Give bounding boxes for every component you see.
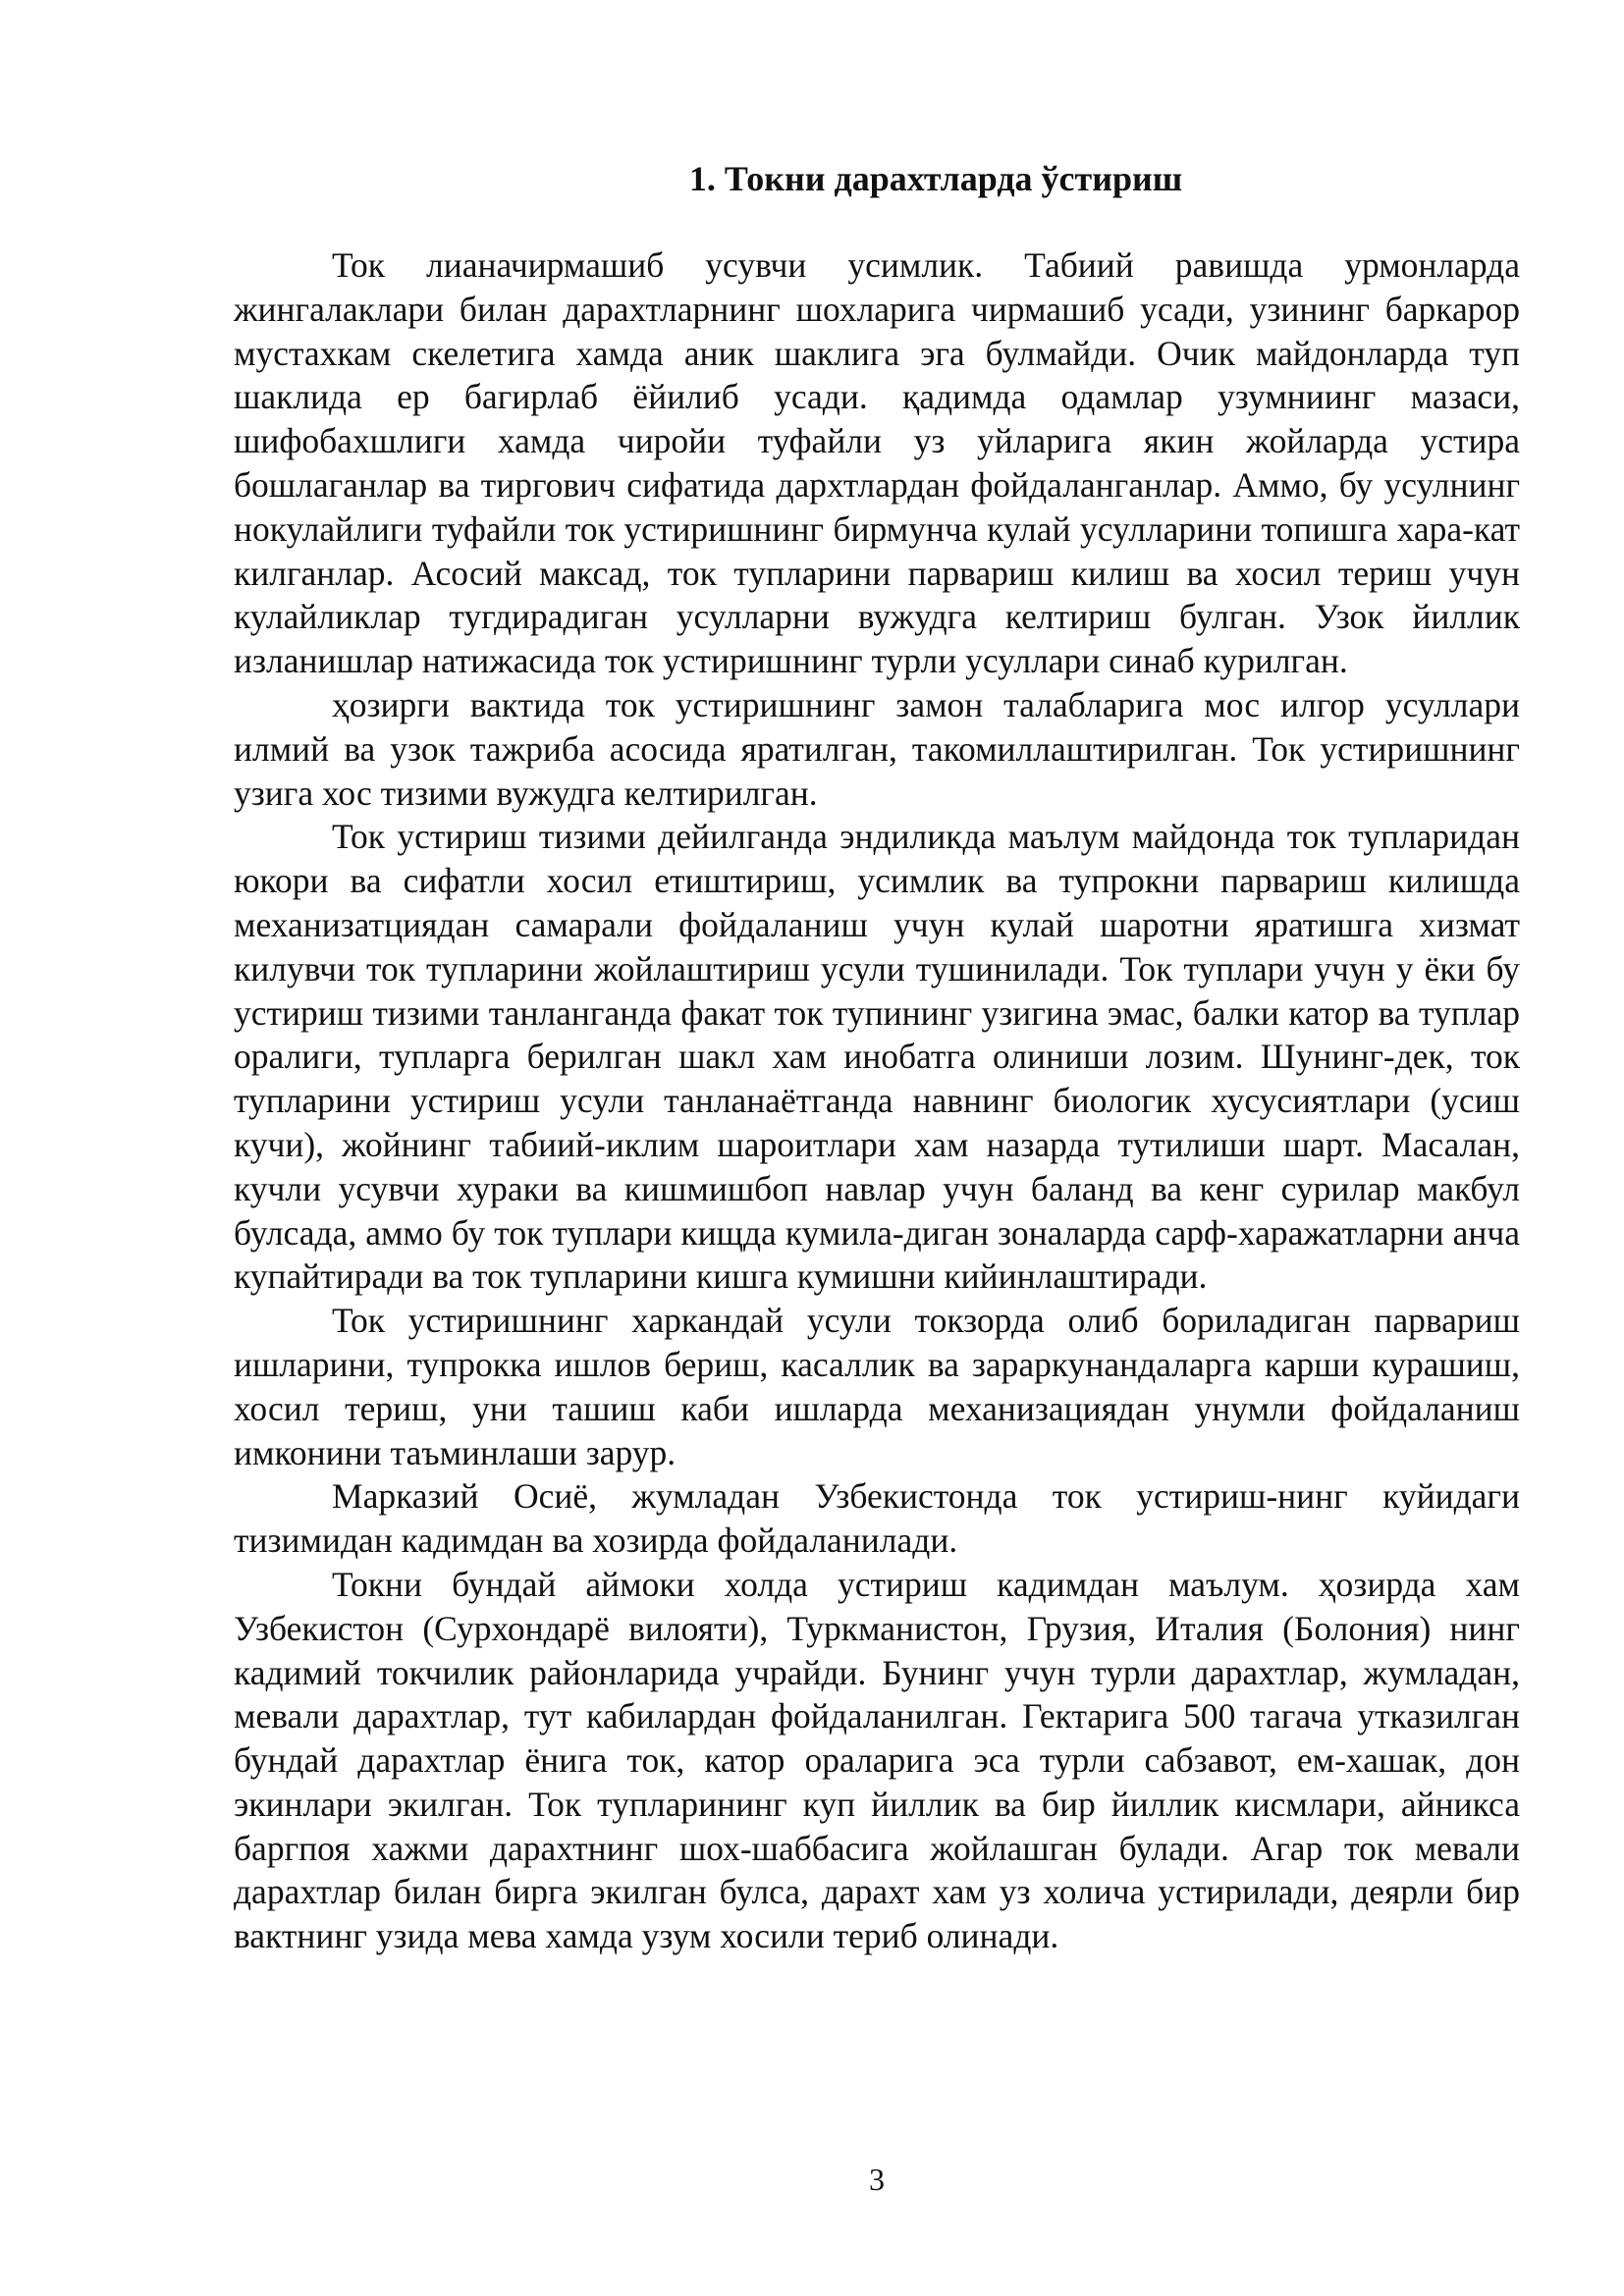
paragraph-3: Ток устириш тизими дейилганда эндиликда маълум майдонда ток тупларидан юкори ва сифатли хосил етиштириш, усимлик ва тупрокни парвариш килишда механизатциядан самарали фойдаланиш учун кулай шаротни яратишга хизмат килувчи ток тупларини жойлаштириш усули тушинилади. Ток туплари учун у ёки бу устириш тизими танланганда факат ток тупининг узигина эмас, балки катор ва туплар оралиги, тупларга берилган шакл хам инобатга олиниши лозим. Шунинг-дек, ток тупларини устириш усули танланаётганда навнинг биологик хусусиятлари (усиш кучи), жойнинг табиий-иклим шароитлари хам назарда тутилиши шарт. Масалан, кучли усувчи хураки ва кишмишбоп навлар учун баланд ва кенг сурилар макбул булсада, аммо бу ток туплари кищда кумила-диган зоналарда сарф-харажатларни анча купайтиради ва ток тупларини кишга кумишни кийинлаштиради.	[234, 817, 1520, 1297]
document-page	[234, 0, 1520, 2296]
paragraph-4: Ток устиришнинг харкандай усули токзорда олиб бориладиган парвариш ишларини, тупрокка ишлов бериш, касаллик ва зараркунандаларга карши курашиш, хосил териш, уни ташиш каби ишларда механизациядан унумли фойдаланиш имконини таъминлаши зарур.	[234, 1301, 1520, 1472]
paragraph-5: Марказий Осиё, жумладан Узбекистонда ток устириш-нинг куйидаги тизимидан кадимдан ва хозирда фойдаланилади.	[234, 1476, 1520, 1561]
body-text	[234, 243, 1520, 1958]
paragraph-2: ҳозирги вактида ток устиришнинг замон талабларига мос илгор усуллари илмий ва узок тажриба асосида яратилган, такомиллаштирилган. Ток устиришнинг узига хос тизими вужудга келтирилган.	[234, 684, 1520, 813]
page-number: 3	[869, 2162, 885, 2197]
paragraph-6: Токни бундай аймоки холда устириш кадимдан маълум. ҳозирда хам Узбекистон (Сурхондарё вилояти), Туркманистон, Грузия, Италия (Болония) нинг кадимий токчилик районларида учрайди. Бунинг учун турли дарахтлар, жумладан, мевали дарахтлар, тут кабилардан фойдаланилган. Гектарига 500 тагача утказилган бундай дарахтлар ёнига ток, катор ораларига эса турли сабзавот, ем-хашак, дон экинлари экилган. Ток тупларининг куп йиллик ва бир йиллик кисмлари, айникса баргпоя хажми дарахтнинг шох-шаббасига жойлашган булади. Агар ток мевали дарахтлар билан бирга экилган булса, дарахт хам уз холича устирилади, деярли бир вактнинг узида мева хамда узум хосили териб олинади.	[234, 1564, 1520, 1956]
section-title: 1. Токни дарахтларда ўстириш	[688, 159, 1183, 198]
paragraph-1: Ток лианачирмашиб усувчи усимлик. Табиий равишда урмонларда жингалаклари билан дарахтларнинг шохларига чирмашиб усади, узининг баркарор мустахкам скелетига хамда аник шаклига эга булмайди. Очик майдонларда туп шаклида ер багирлаб ёйилиб усади. қадимда одамлар узумниинг мазаси, шифобахшлиги хамда чиройи туфайли уз уйларига якин жойларда устира бошлаганлар ва тиргович сифатида дархтлардан фойдаланганлар. Аммо, бу усулнинг нокулайлиги туфайли ток устиришнинг бирмунча кулай усулларини топишга хара-кат килганлар. Асосий максад, ток тупларини парвариш килиш ва хосил териш учун кулайликлар тугдирадиган усулларни вужудга келтириш булган. Узок йиллик изланишлар натижасида ток устиришнинг турли усуллари синаб курилган.	[234, 245, 1520, 681]
